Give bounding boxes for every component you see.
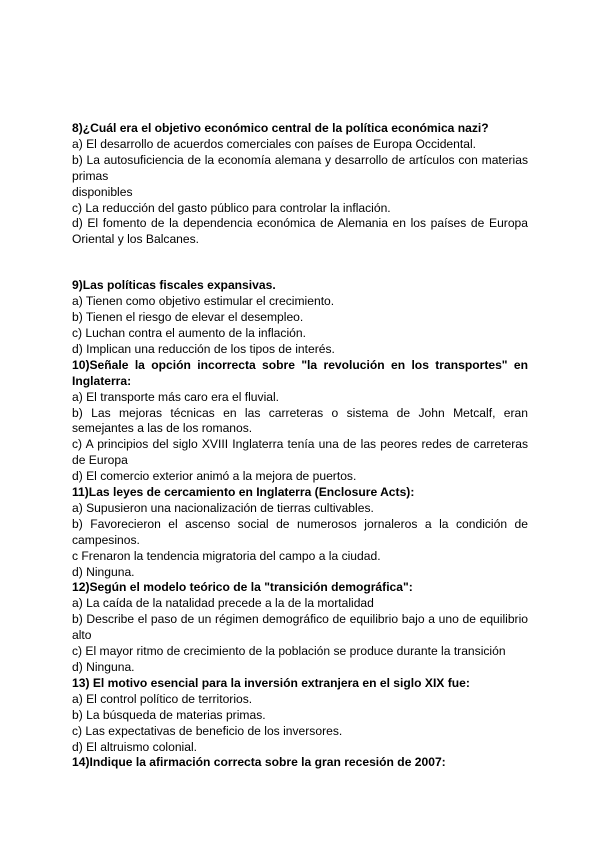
- option-b-continuation: disponibles: [72, 184, 133, 199]
- question-title: 8)¿Cuál era el objetivo económico central de la política económica nazi?: [72, 121, 489, 135]
- option-a: a) La caída de la natalidad precede a la de la mortalidad: [72, 596, 374, 611]
- question-10: [72, 358, 528, 485]
- question-title: 13) El motivo esencial para la inversión extranjera en el siglo XIX fue:: [72, 675, 470, 690]
- question-title: 11)Las leyes de cercamiento en Inglaterra (Enclosure Acts):: [72, 485, 415, 500]
- option-a: a) El control político de territorios.: [72, 691, 253, 706]
- option-c: c) La reducción del gasto público para controlar la inflación.: [72, 200, 391, 215]
- option-c: c) Luchan contra el aumento de la inflación.: [72, 325, 306, 340]
- option-b: b) Las mejoras técnicas en las carreteras o sistema de John Metcalf, eran semejantes a las de los romanos.: [72, 405, 528, 436]
- option-a: a) El transporte más caro era el fluvial.: [72, 389, 280, 404]
- question-title: 14)Indique la afirmación correcta sobre la gran recesión de 2007:: [72, 755, 446, 770]
- spacer: [72, 248, 528, 278]
- option-d: d) Implican una reducción de los tipos de interés.: [72, 341, 335, 356]
- option-c: c) El mayor ritmo de crecimiento de la población se produce durante la transición: [72, 644, 506, 659]
- option-d: d) El altruismo colonial.: [72, 739, 198, 754]
- option-d: d) El comercio exterior animó a la mejora de puertos.: [72, 469, 357, 484]
- option-b: b) La autosuficiencia de la economía alemana y desarrollo de artículos con materias primas: [72, 152, 528, 183]
- option-d: d) Ninguna.: [72, 660, 135, 674]
- question-title: 9)Las políticas fiscales expansivas.: [72, 278, 276, 293]
- document-page: [72, 121, 528, 771]
- question-11: [72, 485, 528, 580]
- option-c: c Frenaron la tendencia migratoria del campo a la ciudad.: [72, 548, 381, 563]
- option-b: b) La búsqueda de materias primas.: [72, 707, 266, 722]
- option-d: d) El fomento de la dependencia económica de Alemania en los países de Europa Oriental y los Balcanes.: [72, 216, 528, 247]
- option-a: a) Supusieron una nacionalización de tierras cultivables.: [72, 500, 374, 515]
- option-c: c) A principios del siglo XVIII Inglaterra tenía una de las peores redes de carreteras de Europa: [72, 437, 528, 468]
- question-9: [72, 278, 528, 358]
- option-a: a) El desarrollo de acuerdos comerciales con países de Europa Occidental.: [72, 136, 477, 151]
- question-title: 10)Señale la opción incorrecta sobre "la revolución en los transportes" en Inglaterra:: [72, 357, 528, 388]
- question-12: [72, 580, 528, 675]
- option-b: b) Describe el paso de un régimen demográfico de equilibrio bajo a uno de equilibrio alto: [72, 612, 528, 643]
- option-c: c) Las expectativas de beneficio de los inversores.: [72, 723, 343, 738]
- option-b: b) Tienen el riesgo de elevar el desempleo.: [72, 310, 304, 325]
- question-14: [72, 755, 528, 771]
- option-a: a) Tienen como objetivo estimular el crecimiento.: [72, 294, 335, 309]
- question-13: [72, 676, 528, 756]
- option-b: b) Favorecieron el ascenso social de numerosos jornaleros a la condición de campesinos.: [72, 516, 528, 547]
- question-title: 12)Según el modelo teórico de la "transición demográfica":: [72, 580, 413, 595]
- question-8: [72, 121, 528, 248]
- option-d: d) Ninguna.: [72, 564, 135, 579]
